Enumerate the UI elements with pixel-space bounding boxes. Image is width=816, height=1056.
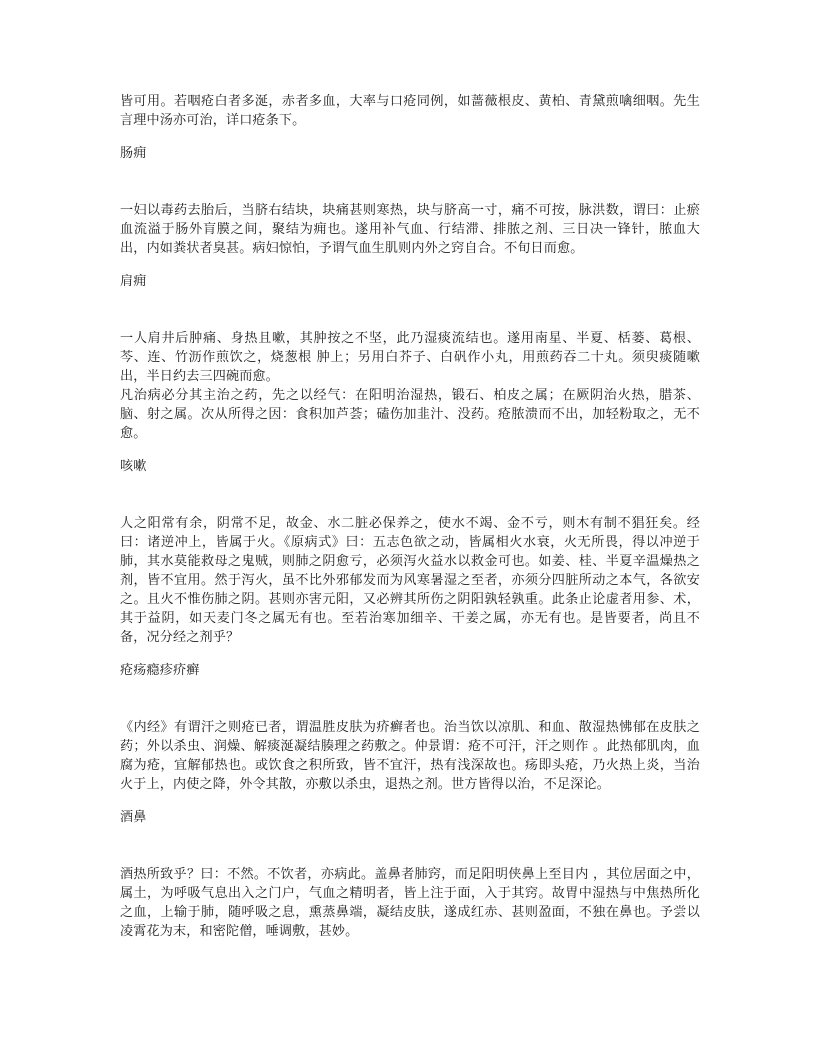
section-paragraph: 人之阳常有余，阴常不足，故金、水二脏必保养之，使水不竭、金不亏，则木有制不猖狂矣。经曰：诸逆冲上，皆属于火。《原病式》曰：五志色欲之动，皆属相火水衰，火无所畏，得以冲逆于肺，其水莫能救母之鬼贼，则肺之阴愈亏，必须泻火益水以救金可也。如姜、桂、半夏辛温燥热之剂，皆不宜用。然于泻火，虽不比外邪郁发而为风寒暑湿之至者，亦须分四脏所动之本气，各欲安之。且火不惟伤肺之阴。甚则亦害元阳，又必辨其所伤之阴阳孰轻孰重。此条止论虚者用参、术，其于益阴，如天麦门冬之属无有也。至若治寒加细辛、干姜之属，亦无有也。是皆要者，尚且不备，况分经之剂乎？ — [120, 516, 700, 645]
section-heading: 肩痈 — [120, 274, 147, 289]
section-heading: 咳嗽 — [120, 459, 147, 474]
section-kesou — [120, 457, 700, 661]
section-chuangyang — [120, 661, 700, 808]
section-changyong — [120, 144, 700, 272]
section-heading: 疮疡瘾疹疥癣 — [120, 663, 200, 678]
section-jiubi — [120, 808, 700, 941]
section-paragraph: 酒热所致乎？曰：不然。不饮者，亦病此。盖鼻者肺窍，而足阳明侠鼻上至目内 ，其位居面之中，属土，为呼吸气息出入之门户，气血之精明者，皆上注于面，入于其窍。故胃中湿热与中焦热所化之血，上输于肺，随呼吸之息，熏蒸鼻端，凝结皮肤，遂成红赤、甚则盈面，不独在鼻也。予尝以凌霄花为末，和密陀僧，唾调敷，甚妙。 — [120, 867, 700, 939]
section-paragraph: 一妇以毒药去胎后，当脐右结块，块痛甚则寒热，块与脐高一寸，痛不可按，脉洪数，谓曰：止瘀血流溢于肠外肓膜之间，聚结为痈也。遂用补气血、行结滞、排脓之剂、三日决一锋针，脓血大出，内如粪状者臭甚。病妇惊怕，予谓气血生肌则内外之窍自合。不旬日而愈。 — [120, 203, 700, 256]
section-heading: 肠痈 — [120, 146, 147, 161]
intro-paragraph: 皆可用。若咽疮白者多涎，赤者多血，大率与口疮同例，如蔷薇根皮、黄柏、青黛煎噙细咽。先生言理中汤亦可治，详口疮条下。 — [120, 94, 700, 128]
section-jianyong — [120, 272, 700, 457]
document-page — [120, 92, 700, 941]
section-paragraph: 凡治病必分其主治之药，先之以经气：在阳明治湿热，锻石、柏皮之属；在厥阴治火热，腊茶、脑、射之属。次从所得之因：食积加芦荟；磕伤加韭汁、没药。疮脓溃而不出，加轻粉取之，无不愈。 — [120, 388, 700, 441]
section-heading: 酒鼻 — [120, 810, 147, 825]
section-paragraph: 《内经》有谓汗之则疮已者，谓温胜皮肤为疥癣者也。治当饮以凉肌、和血、散湿热怫郁在皮肤之药；外以杀虫、润燥、解痰涎凝结腠理之药敷之。仲景谓：疮不可汗，汗之则作 。此热郁肌肉，血腐为疮，宜解郁热也。或饮食之积所致，皆不宜汗，热有浅深故也。疡即头疮，乃火热上炎，当治火于上，内使之降，外令其散，亦敷以杀虫，退热之剂。世方皆得以治，不足深论。 — [120, 720, 700, 792]
section-paragraph: 一人肩井后肿痛、身热且嗽，其肿按之不坚，此乃湿痰流结也。遂用南星、半夏、栝蒌、葛根、芩、连、竹沥作煎饮之，烧葱根 肿上；另用白芥子、白矾作小丸，用煎药吞二十丸。须臾痰随嗽出，半日约去三四碗而愈。 — [120, 331, 700, 384]
